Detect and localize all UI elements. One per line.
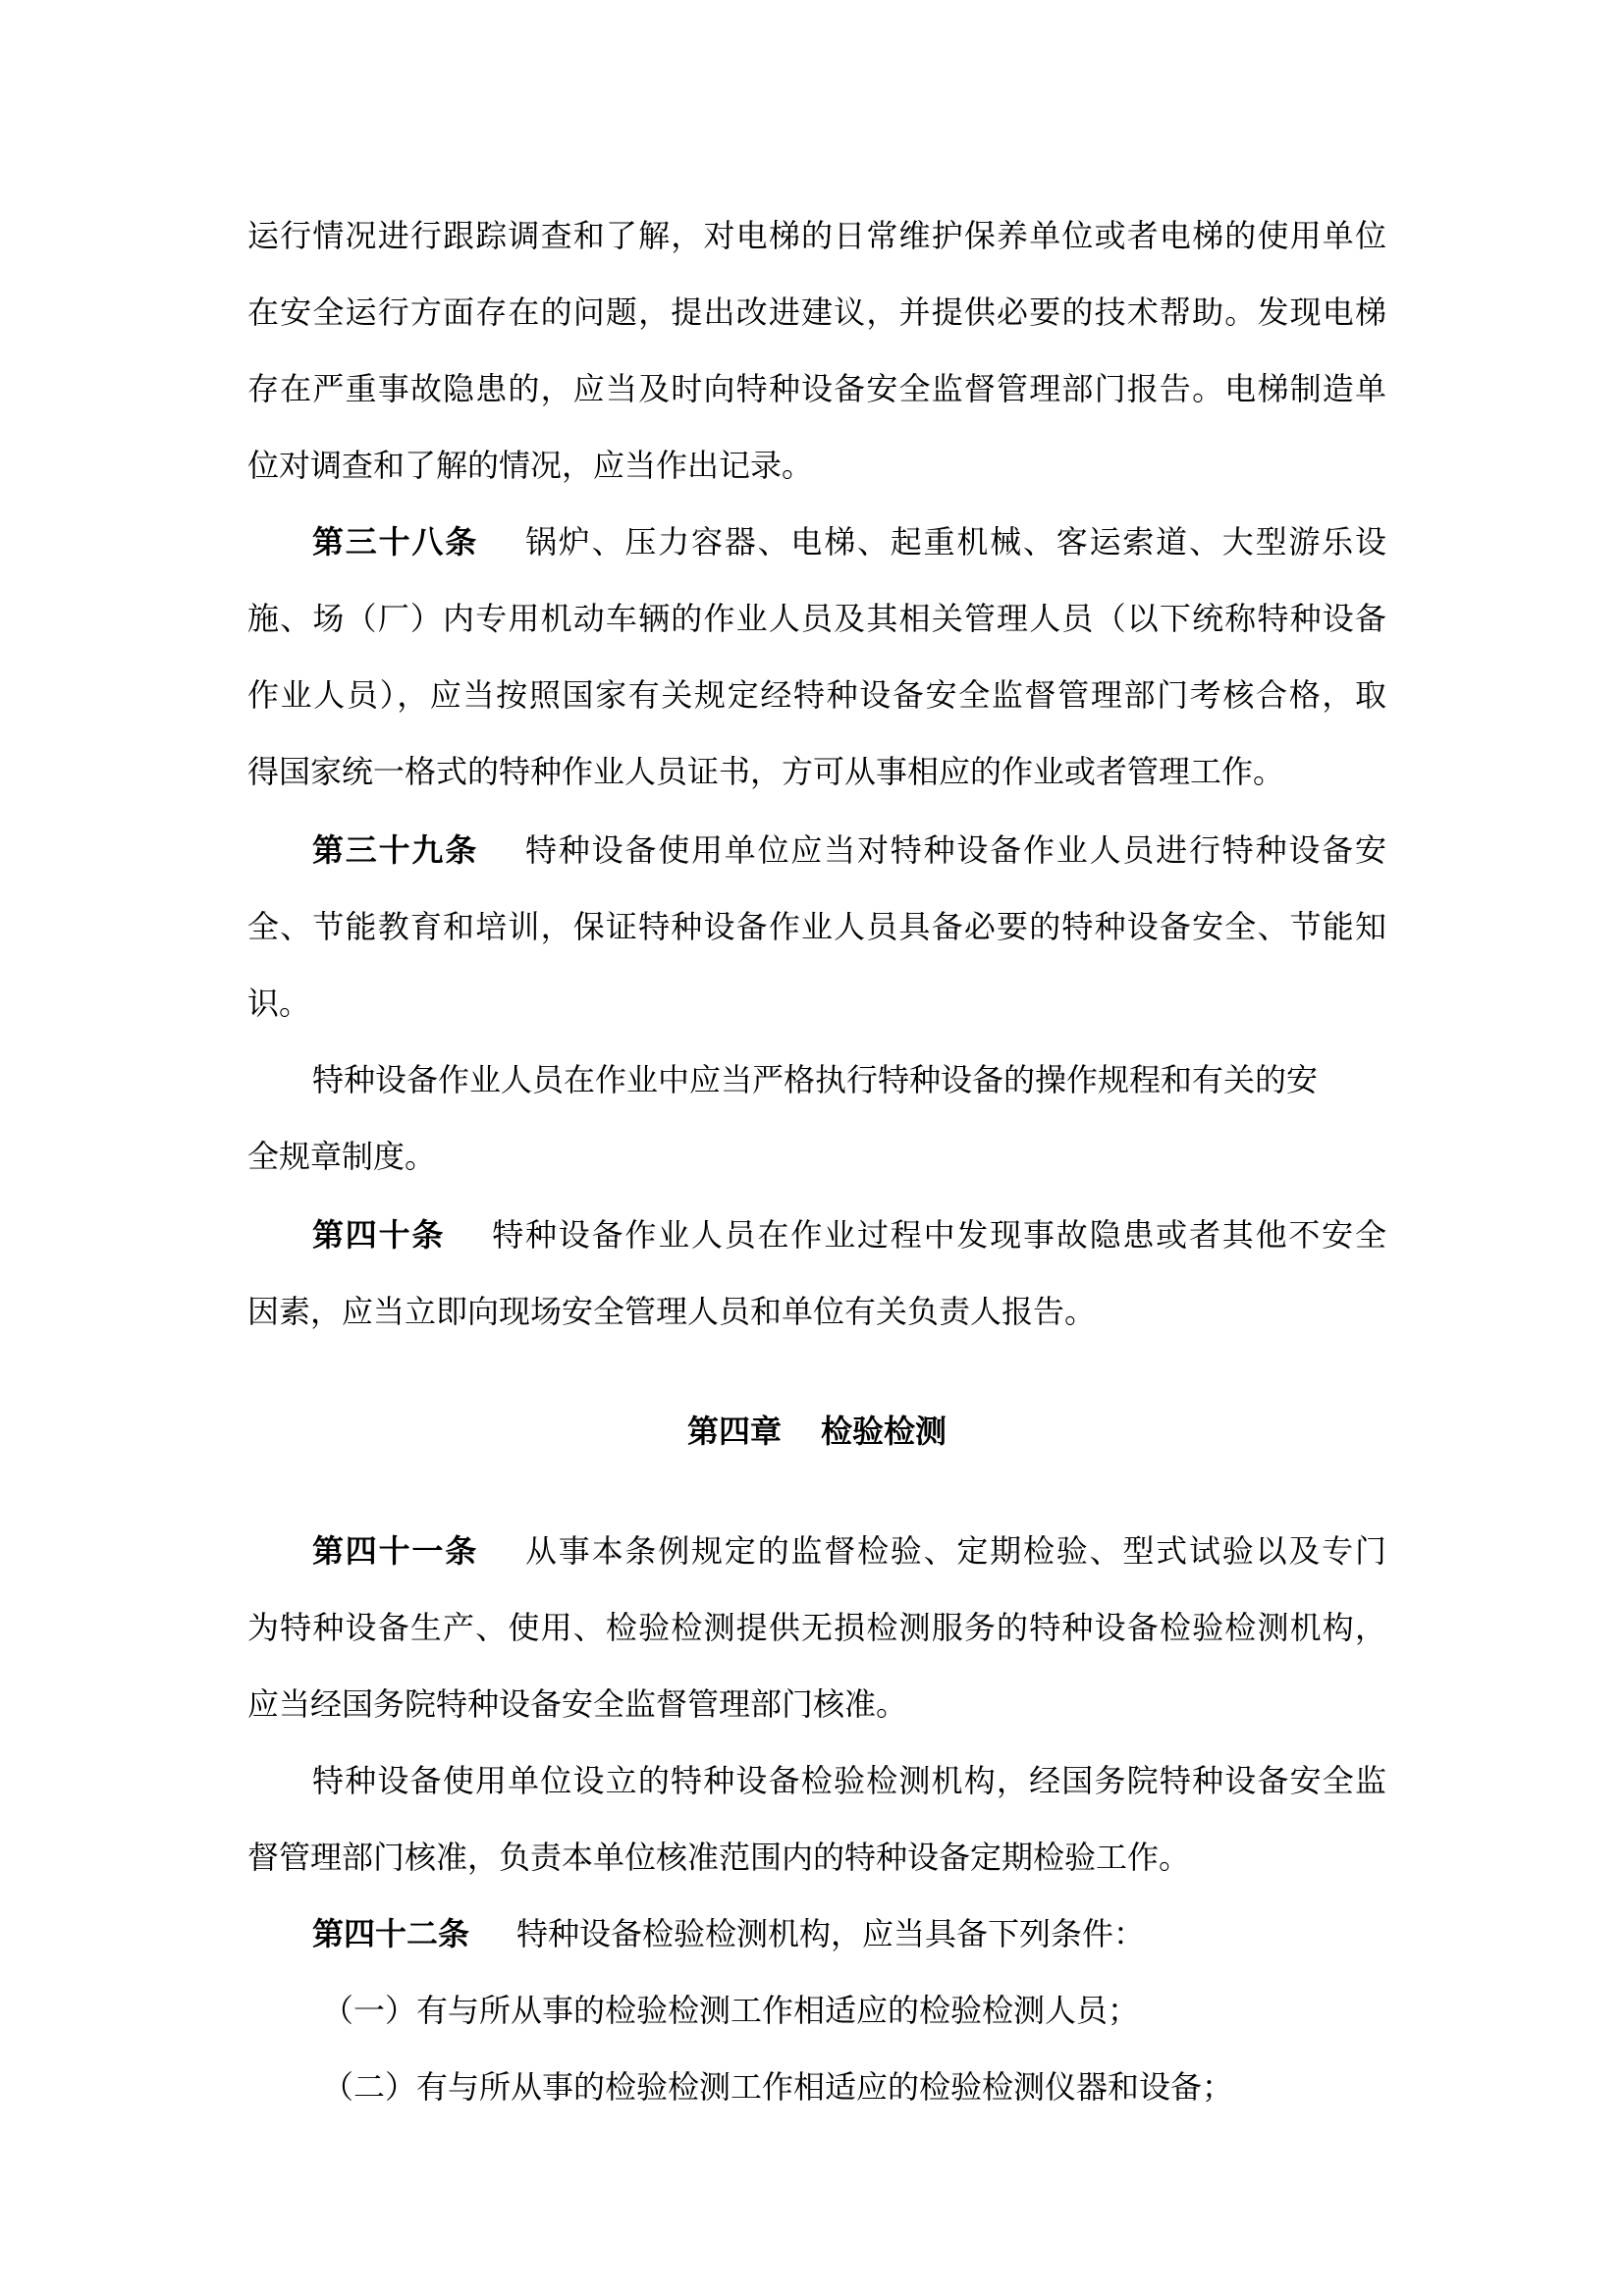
article-42-first-line (247, 1914, 1386, 1953)
list-item: （一）有与所从事的检验检测工作相适应的检验检测人员； (322, 1992, 1140, 2029)
paragraph-line: 作业人员），应当按照国家有关规定经特种设备安全监督管理部门考核合格，取 (247, 676, 1386, 714)
chapter-heading (247, 1412, 1386, 1451)
chapter-title: 检验检测 (821, 1413, 947, 1450)
paragraph-line: 全、节能教育和培训，保证特种设备作业人员具备必要的特种设备安全、节能知 (247, 908, 1386, 945)
paragraph-line: 在安全运行方面存在的问题，提出改进建议，并提供必要的技术帮助。发现电梯 (247, 294, 1386, 331)
article-number: 第三十九条 (312, 831, 478, 869)
article-39-first-line (247, 830, 1386, 870)
chapter-number: 第四章 (686, 1413, 782, 1450)
article-number: 第四十二条 (312, 1915, 470, 1952)
article-number: 第三十八条 (312, 523, 478, 561)
paragraph-line: 为特种设备生产、使用、检验检测提供无损检测服务的特种设备检验检测机构， (247, 1609, 1386, 1646)
article-text: 锅炉、压力容器、电梯、起重机械、客运索道、大型游乐设 (525, 523, 1386, 561)
paragraph-line: 施、场（厂）内专用机动车辆的作业人员及其相关管理人员（以下统称特种设备 (247, 600, 1386, 637)
article-40-first-line (247, 1215, 1386, 1255)
paragraph-line: 存在严重事故隐患的，应当及时向特种设备安全监督管理部门报告。电梯制造单 (247, 370, 1386, 407)
paragraph-line: 运行情况进行跟踪调查和了解，对电梯的日常维护保养单位或者电梯的使用单位 (247, 217, 1386, 254)
article-number: 第四十条 (312, 1216, 446, 1254)
paragraph-line: 因素，应当立即向现场安全管理人员和单位有关负责人报告。 (247, 1293, 1097, 1330)
paragraph-line: 得国家统一格式的特种作业人员证书，方可从事相应的作业或者管理工作。 (247, 753, 1285, 790)
paragraph-line: 位对调查和了解的情况，应当作出记录。 (247, 447, 814, 484)
article-38-first-line (247, 522, 1386, 561)
list-item: （二）有与所从事的检验检测工作相适应的检验检测仪器和设备； (322, 2068, 1234, 2106)
article-number: 第四十一条 (312, 1532, 478, 1570)
paragraph-line: 应当经国务院特种设备安全监督管理部门核准。 (247, 1685, 908, 1723)
article-text: 从事本条例规定的监督检验、定期检验、型式试验以及专门 (525, 1532, 1386, 1570)
paragraph-line: 全规章制度。 (247, 1138, 437, 1175)
paragraph-line: 特种设备使用单位设立的特种设备检验检测机构，经国务院特种设备安全监 (312, 1762, 1386, 1799)
article-text: 特种设备检验检测机构，应当具备下列条件： (516, 1915, 1146, 1952)
paragraph-line: 识。 (247, 985, 311, 1022)
paragraph-line: 督管理部门核准，负责本单位核准范围内的特种设备定期检验工作。 (247, 1839, 1191, 1876)
article-41-first-line (247, 1531, 1386, 1571)
article-text: 特种设备作业人员在作业过程中发现事故隐患或者其他不安全 (492, 1216, 1386, 1254)
paragraph-line: 特种设备作业人员在作业中应当严格执行特种设备的操作规程和有关的安 (312, 1061, 1319, 1098)
article-text: 特种设备使用单位应当对特种设备作业人员进行特种设备安 (525, 831, 1386, 869)
